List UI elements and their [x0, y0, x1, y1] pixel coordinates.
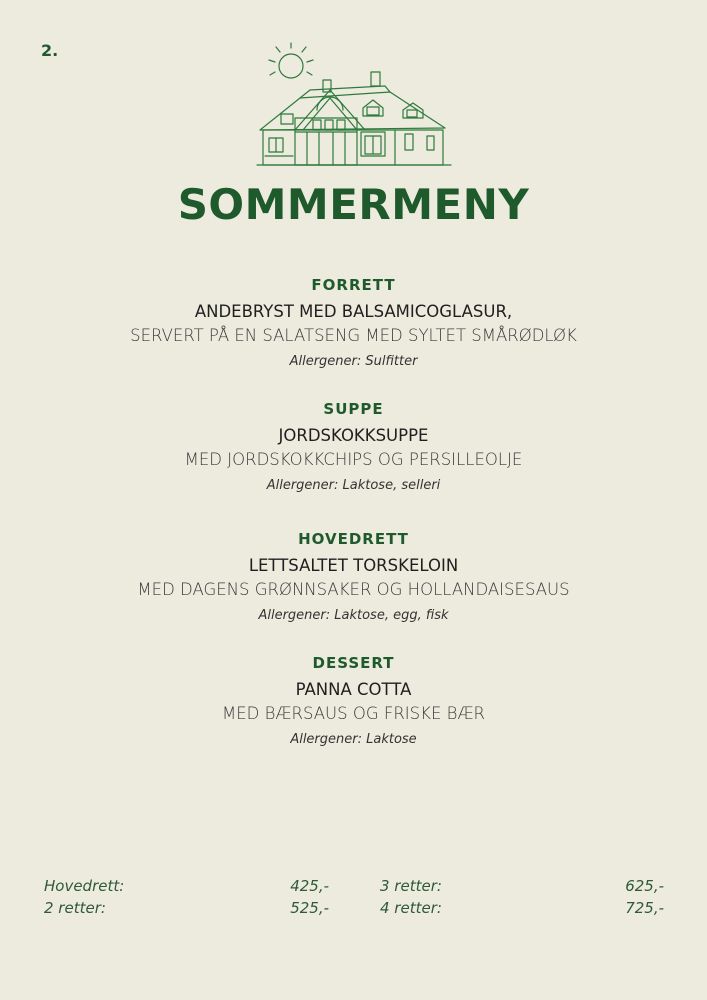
price-label: Hovedrett: — [44, 877, 125, 895]
dish-description: MED BÆRSAUS OG FRISKE BÆR — [222, 704, 485, 723]
price-value: 525,- — [290, 899, 329, 917]
allergens: Allergener: Laktose — [290, 732, 417, 747]
course-heading: HOVEDRETT — [298, 530, 409, 548]
price-value: 725,- — [625, 899, 664, 917]
allergens: Allergener: Laktose, egg, fisk — [258, 608, 449, 623]
price-row-4-retter — [380, 898, 664, 918]
price-label: 3 retter: — [380, 877, 442, 895]
dish-name: ANDEBRYST MED BALSAMICOGLASUR, — [194, 302, 513, 321]
course-suppe — [0, 399, 707, 496]
price-value: 425,- — [290, 877, 329, 895]
price-label: 2 retter: — [44, 899, 106, 917]
price-row-hovedrett — [44, 876, 329, 896]
page-number: 2. — [41, 41, 59, 60]
allergens: Allergener: Sulfitter — [289, 354, 418, 369]
menu-title: SOMMERMENY — [177, 180, 530, 229]
dish-description: MED DAGENS GRØNNSAKER OG HOLLANDAISESAUS — [137, 580, 570, 599]
dish-name: LETTSALTET TORSKELOIN — [248, 556, 459, 575]
course-heading: FORRETT — [311, 276, 396, 294]
course-forrett — [0, 275, 707, 372]
dish-name: PANNA COTTA — [295, 680, 412, 699]
dish-description: SERVERT PÅ EN SALATSENG MED SYLTET SMÅRØDLØK — [130, 326, 577, 345]
house-illustration-icon — [255, 40, 455, 170]
price-label: 4 retter: — [380, 899, 442, 917]
dish-name: JORDSKOKKSUPPE — [278, 426, 429, 445]
allergens: Allergener: Laktose, selleri — [266, 478, 441, 493]
course-hovedrett — [0, 529, 707, 626]
course-dessert — [0, 653, 707, 750]
price-value: 625,- — [625, 877, 664, 895]
price-row-3-retter — [380, 876, 664, 896]
dish-description: MED JORDSKOKKCHIPS OG PERSILLEOLJE — [184, 450, 523, 469]
course-heading: SUPPE — [323, 400, 384, 418]
course-heading: DESSERT — [312, 654, 395, 672]
price-row-2-retter — [44, 898, 329, 918]
